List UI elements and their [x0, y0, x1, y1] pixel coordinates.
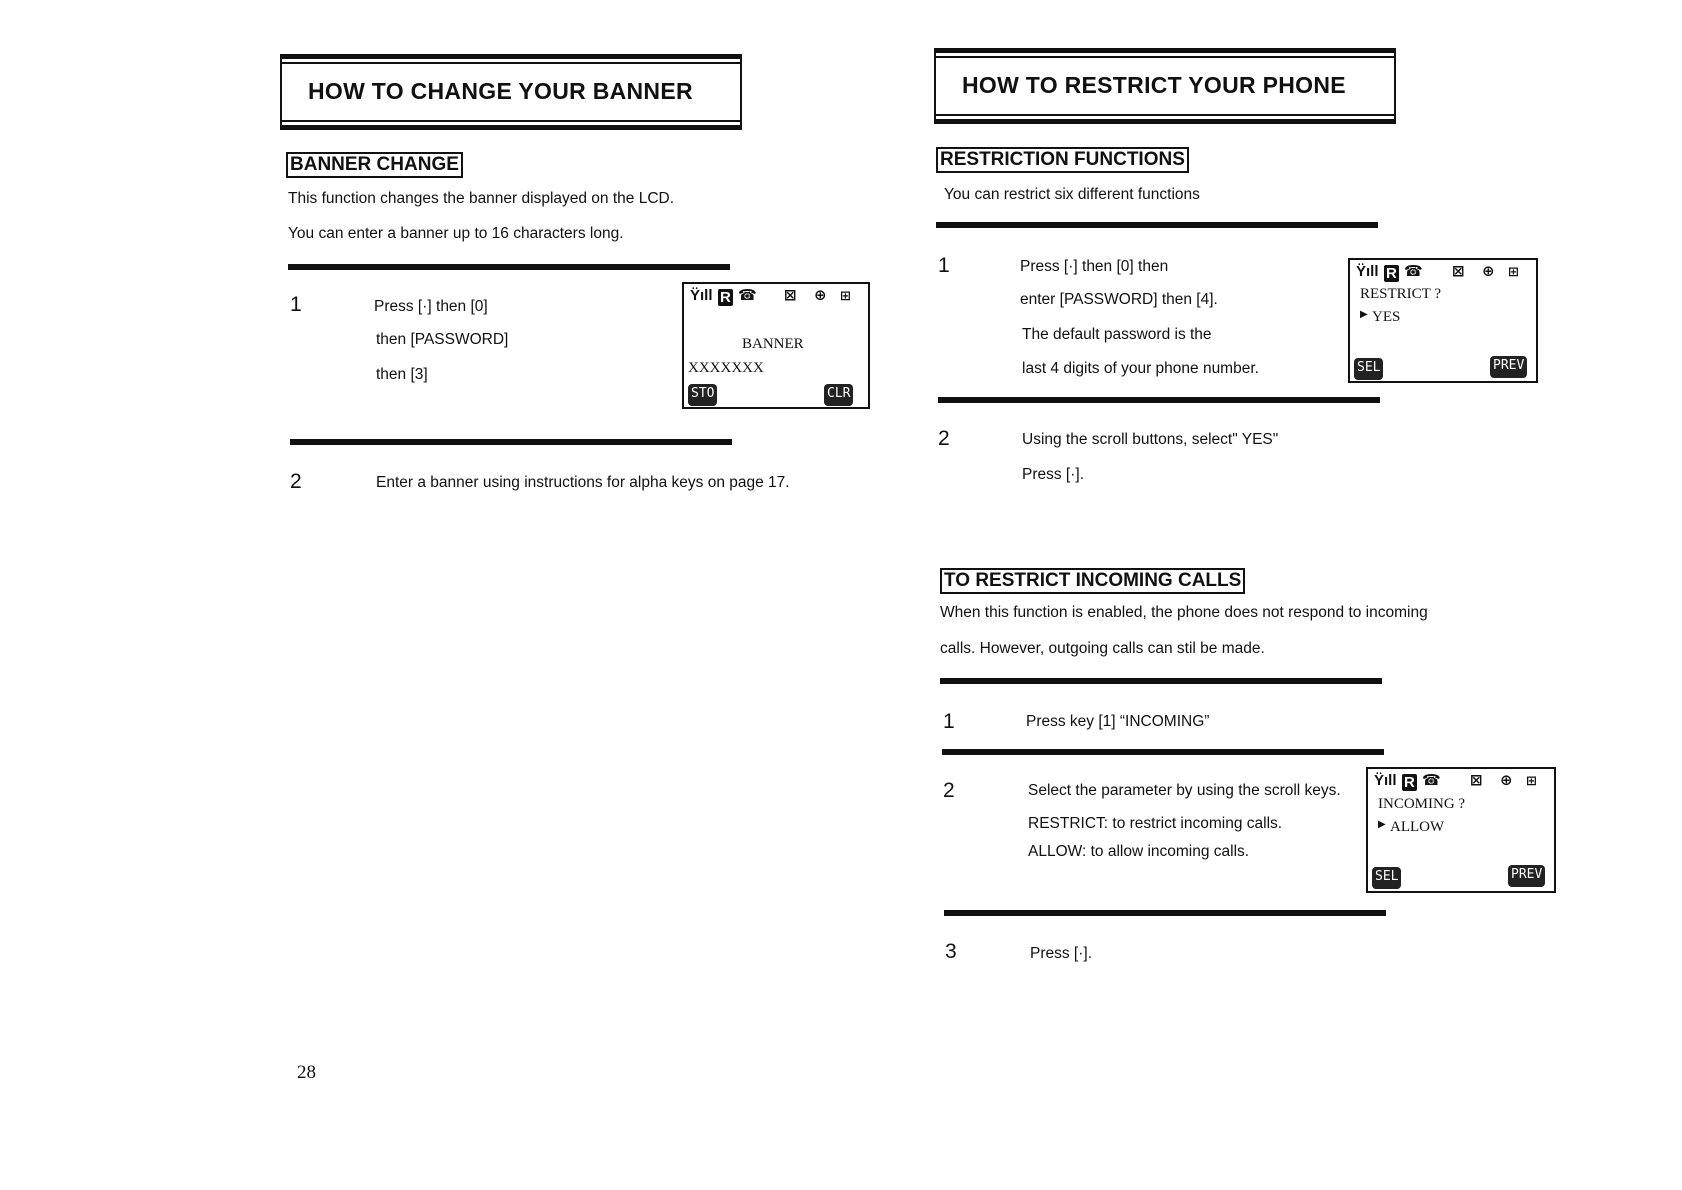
- step-number: 2: [290, 470, 302, 493]
- triangle-right-icon: ▶: [1360, 309, 1368, 320]
- lcd-line-incoming: INCOMING ?: [1378, 796, 1466, 812]
- restriction-intro: You can restrict six different functions: [944, 186, 1200, 203]
- step-text: Select the parameter by using the scroll keys.: [1028, 782, 1341, 799]
- battery-icon: ⊞: [1526, 773, 1537, 788]
- mail-icon: ⊠: [784, 287, 797, 304]
- lcd-screen-incoming: [1366, 767, 1556, 893]
- step-text: ALLOW: to allow incoming calls.: [1028, 843, 1250, 860]
- step-text: Enter a banner using instructions for alpha keys on page 17.: [376, 474, 790, 491]
- right-page-title: HOW TO RESTRICT YOUR PHONE: [962, 72, 1346, 98]
- lcd-status-bar: [1354, 263, 1530, 281]
- step-number: 2: [943, 779, 955, 802]
- step-number: 3: [945, 940, 957, 963]
- step-text: then [PASSWORD]: [376, 331, 509, 348]
- lcd-screen-banner: [682, 282, 870, 409]
- phone-icon: ☎: [1422, 772, 1441, 789]
- step-text: RESTRICT: to restrict incoming calls.: [1028, 815, 1283, 832]
- signal-icon: Ÿıll: [1356, 263, 1379, 280]
- incoming-intro-2: calls. However, outgoing calls can stil be made.: [940, 640, 1265, 657]
- phone-icon: ☎: [1404, 263, 1423, 280]
- incoming-intro-1: When this function is enabled, the phone does not respond to incoming: [940, 604, 1428, 621]
- divider: [290, 439, 732, 445]
- page-number: 28: [297, 1062, 316, 1083]
- step-text: Press [·] then [0]: [374, 298, 488, 315]
- step-text: last 4 digits of your phone number.: [1022, 360, 1259, 377]
- step-text: enter [PASSWORD] then [4].: [1020, 291, 1218, 308]
- softkey-sel: SEL: [1372, 867, 1401, 889]
- step-number: 1: [943, 710, 955, 733]
- softkey-clr: CLR: [824, 384, 853, 406]
- step-text: Press [·].: [1022, 466, 1085, 483]
- restriction-functions-heading: RESTRICTION FUNCTIONS: [936, 147, 1189, 173]
- battery-icon: ⊞: [1508, 264, 1519, 279]
- roaming-icon: R: [1386, 265, 1397, 282]
- alarm-icon: ⊕: [814, 287, 827, 304]
- step-text: Press [·].: [1030, 945, 1093, 962]
- lcd-line-banner: BANNER: [742, 336, 804, 352]
- mail-icon: ⊠: [1470, 772, 1483, 789]
- alarm-icon: ⊕: [1500, 772, 1513, 789]
- softkey-sto: STO: [688, 384, 717, 406]
- lcd-line-restrict: RESTRICT ?: [1360, 286, 1441, 302]
- signal-icon: Ÿıll: [1374, 772, 1397, 789]
- divider: [288, 264, 730, 270]
- divider: [940, 678, 1382, 684]
- softkey-prev: PREV: [1490, 356, 1527, 378]
- signal-icon: Ÿıll: [690, 287, 713, 304]
- battery-icon: ⊞: [840, 288, 851, 303]
- lcd-status-bar: [1372, 772, 1548, 790]
- roaming-icon: R: [1404, 774, 1415, 791]
- divider: [938, 397, 1380, 403]
- step-number: 2: [938, 427, 950, 450]
- lcd-status-bar: [688, 287, 862, 305]
- divider: [942, 749, 1384, 755]
- mail-icon: ⊠: [1452, 263, 1465, 280]
- lcd-line-allow: ALLOW: [1390, 819, 1445, 835]
- step-text: then [3]: [376, 366, 428, 383]
- divider: [944, 910, 1386, 916]
- left-title-box: [280, 54, 742, 130]
- step-text: Press [·] then [0] then: [1020, 258, 1169, 275]
- step-number: 1: [290, 293, 302, 316]
- triangle-right-icon: ▶: [1378, 819, 1386, 830]
- step-number: 1: [938, 254, 950, 277]
- softkey-sel: SEL: [1354, 358, 1383, 380]
- banner-change-heading: BANNER CHANGE: [286, 152, 463, 178]
- lcd-screen-restrict: [1348, 258, 1538, 383]
- step-text: The default password is the: [1022, 326, 1212, 343]
- right-title-box: [934, 48, 1396, 124]
- phone-icon: ☎: [738, 287, 757, 304]
- alarm-icon: ⊕: [1482, 263, 1495, 280]
- step-text: Press key [1] “INCOMING”: [1026, 713, 1210, 730]
- left-page-title: HOW TO CHANGE YOUR BANNER: [308, 78, 693, 104]
- step-text: Using the scroll buttons, select" YES": [1022, 431, 1279, 448]
- roaming-icon: R: [720, 289, 731, 306]
- lcd-line-value: XXXXXXX: [688, 360, 764, 376]
- restrict-incoming-heading: TO RESTRICT INCOMING CALLS: [940, 568, 1245, 594]
- banner-intro-1: This function changes the banner displayed on the LCD.: [288, 190, 675, 207]
- softkey-prev: PREV: [1508, 865, 1545, 887]
- banner-intro-2: You can enter a banner up to 16 characters long.: [288, 225, 624, 242]
- divider: [936, 222, 1378, 228]
- lcd-line-yes: YES: [1372, 309, 1401, 325]
